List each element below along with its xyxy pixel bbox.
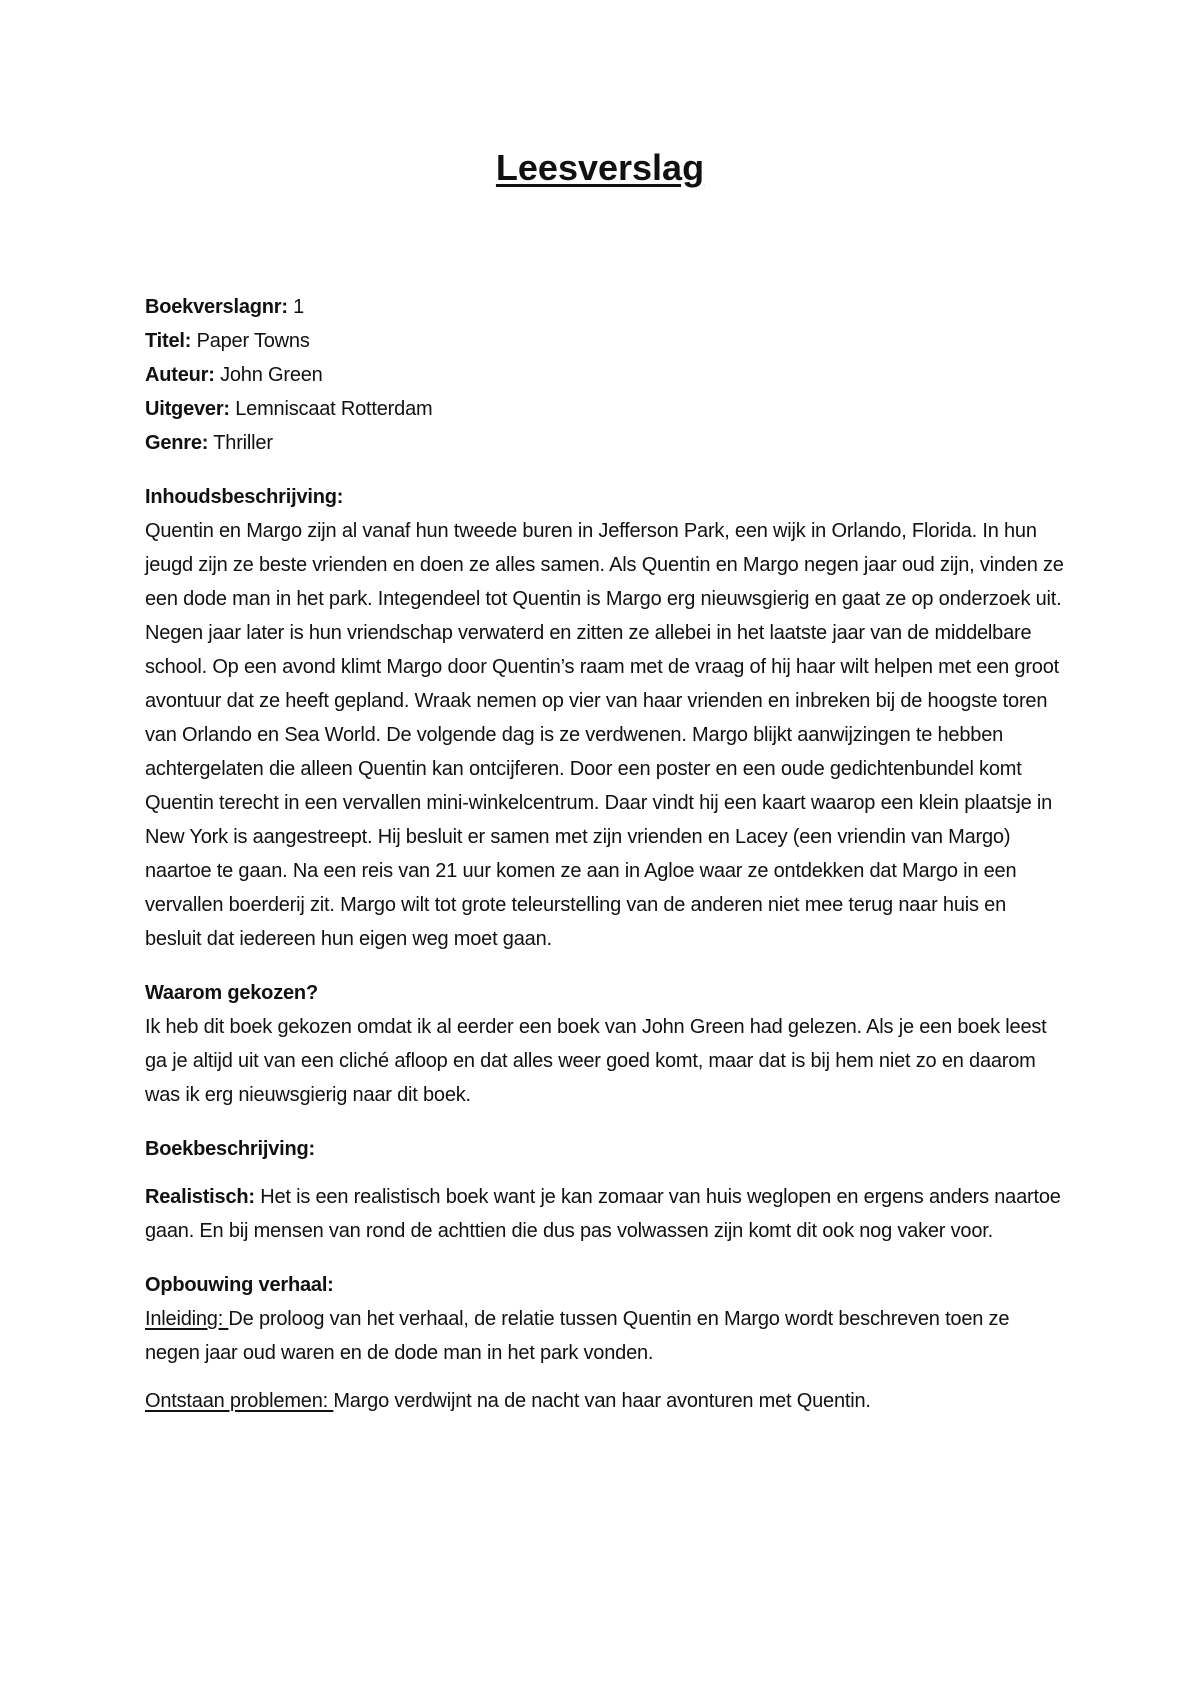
- ontstaan-label: Ontstaan problemen:: [145, 1390, 334, 1412]
- meta-value: 1: [287, 296, 305, 318]
- meta-line-titel: [145, 324, 1065, 358]
- meta-label: Genre:: [145, 432, 209, 454]
- section-heading: Inhoudsbeschrijving:: [145, 486, 344, 508]
- realistisch-label: Realistisch:: [145, 1186, 255, 1208]
- meta-value: Lemniscaat Rotterdam: [229, 398, 433, 420]
- section-paragraph: Ik heb dit boek gekozen omdat ik al eerder een boek van John Green had gelezen. Als je een boek leest ga je altijd uit van een cliché afloop en dat alles weer goed komt, maar dat is bij hem niet zo en daarom was ik erg nieuwsgierig naar dit boek.: [145, 1016, 1047, 1106]
- ontstaan-paragraph: [145, 1384, 1065, 1418]
- inleiding-label: Inleiding:: [145, 1308, 229, 1330]
- realistisch-paragraph: [145, 1180, 1065, 1248]
- meta-line-nr: [145, 290, 1065, 324]
- section-waarom: [145, 976, 1065, 1112]
- meta-line-uitgever: [145, 392, 1065, 426]
- realistisch-text: Het is een realistisch boek want je kan zomaar van huis weglopen en ergens anders naartoe gaan. En bij mensen van rond de achttien die dus pas volwassen zijn komt dit ook nog vaker voor.: [145, 1186, 1061, 1242]
- inleiding-text: De proloog van het verhaal, de relatie tussen Quentin en Margo wordt beschreven toen ze negen jaar oud waren en de dode man in het park vonden.: [145, 1308, 1010, 1364]
- section-inhoud: [145, 480, 1065, 956]
- meta-label: Uitgever:: [145, 398, 230, 420]
- meta-label: Titel:: [145, 330, 192, 352]
- meta-block: [145, 290, 1065, 460]
- meta-line-auteur: [145, 358, 1065, 392]
- meta-value: Paper Towns: [191, 330, 310, 352]
- ontstaan-text: Margo verdwijnt na de nacht van haar avonturen met Quentin.: [333, 1390, 871, 1412]
- section-heading: Waarom gekozen?: [145, 982, 318, 1004]
- section-heading: Opbouwing verhaal:: [145, 1274, 334, 1296]
- meta-value: Thriller: [208, 432, 273, 454]
- section-opbouwing: [145, 1268, 1065, 1418]
- section-paragraph: Quentin en Margo zijn al vanaf hun tweede buren in Jefferson Park, een wijk in Orlando, Florida. In hun jeugd zijn ze beste vrienden en doen ze alles samen. Als Quentin en Margo negen jaar oud zijn, vinden ze een dode man in het park. Integendeel tot Quentin is Margo erg nieuwsgierig en gaat ze op onderzoek uit. Negen jaar later is hun vriendschap verwaterd en zitten ze allebei in het laatste jaar van de middelbare school. Op een avond klimt Margo door Quentin’s raam met de vraag of hij haar wilt helpen met een groot avontuur dat ze heeft gepland. Wraak nemen op vier van haar vrienden en inbreken bij de hoogste toren van Orlando en Sea World. De volgende dag is ze verdwenen. Margo blijkt aanwijzingen te hebben achtergelaten die alleen Quentin kan ontcijferen. Door een poster en een oude gedichtenbundel komt Quentin terecht in een vervallen mini-winkelcentrum. Daar vindt hij een kaart waarop een klein plaatsje in New York is aangestreept. Hij besluit er samen met zijn vrienden en Lacey (een vriendin van Margo) naartoe te gaan. Na een reis van 21 uur komen ze aan in Agloe waar ze ontdekken dat Margo in een vervallen boerderij zit. Margo wilt tot grote teleurstelling van de anderen niet mee terug naar huis en besluit dat iedereen hun eigen weg moet gaan.: [145, 520, 1064, 950]
- section-boekbeschrijving: [145, 1132, 1065, 1248]
- page-title: Leesverslag: [495, 147, 705, 188]
- meta-label: Boekverslagnr:: [145, 296, 288, 318]
- section-heading: Boekbeschrijving:: [145, 1138, 315, 1160]
- document-body: [145, 290, 1065, 1418]
- meta-value: John Green: [214, 364, 323, 386]
- inleiding-paragraph: [145, 1302, 1065, 1370]
- meta-line-genre: [145, 426, 1065, 460]
- meta-label: Auteur:: [145, 364, 215, 386]
